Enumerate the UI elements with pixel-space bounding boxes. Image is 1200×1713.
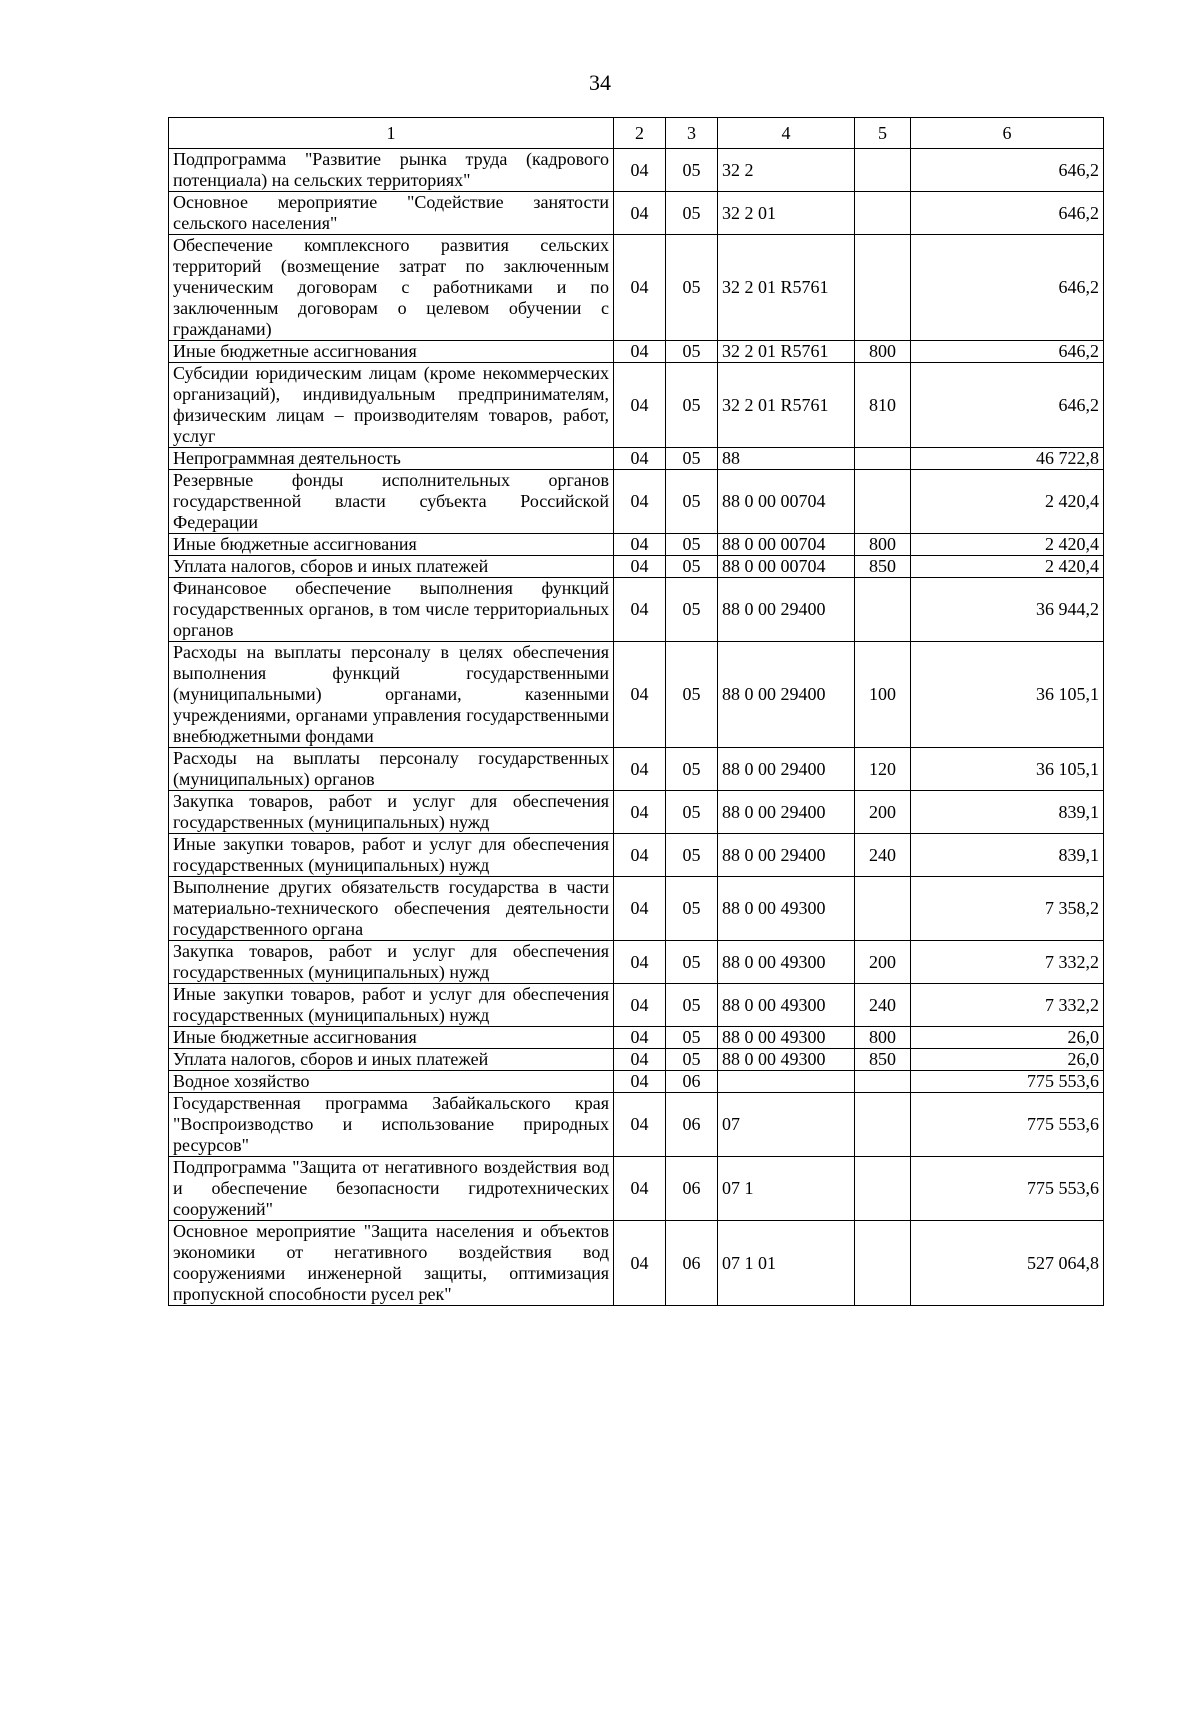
row-subsection-code: 05: [666, 470, 718, 534]
row-section-code: 04: [614, 1221, 666, 1306]
table-row: [169, 192, 1104, 235]
row-description: Иные закупки товаров, работ и услуг для обеспечения государственных (муниципальных) нужд: [169, 984, 614, 1027]
table-row: [169, 834, 1104, 877]
row-target-article: 88 0 00 29400: [718, 834, 855, 877]
table-row: [169, 748, 1104, 791]
row-section-code: 04: [614, 834, 666, 877]
row-expense-type: [855, 1221, 911, 1306]
row-target-article: 88 0 00 29400: [718, 748, 855, 791]
row-section-code: 04: [614, 642, 666, 748]
row-amount: 7 332,2: [911, 984, 1104, 1027]
table-header-row: [169, 118, 1104, 149]
header-col-1: 1: [169, 118, 614, 149]
row-section-code: 04: [614, 1071, 666, 1093]
row-expense-type: 850: [855, 556, 911, 578]
row-target-article: 07: [718, 1093, 855, 1157]
row-amount: 527 064,8: [911, 1221, 1104, 1306]
header-col-3: 3: [666, 118, 718, 149]
row-target-article: 32 2 01 R5761: [718, 235, 855, 341]
row-description: Резервные фонды исполнительных органов государственной власти субъекта Российской Федерации: [169, 470, 614, 534]
page-number: 34: [589, 70, 611, 95]
row-expense-type: 800: [855, 341, 911, 363]
header-col-4: 4: [718, 118, 855, 149]
row-section-code: 04: [614, 748, 666, 791]
row-subsection-code: 05: [666, 642, 718, 748]
row-subsection-code: 06: [666, 1221, 718, 1306]
row-expense-type: 800: [855, 1027, 911, 1049]
row-description: Уплата налогов, сборов и иных платежей: [169, 1049, 614, 1071]
row-section-code: 04: [614, 534, 666, 556]
row-subsection-code: 05: [666, 877, 718, 941]
table-row: [169, 1027, 1104, 1049]
table-row: [169, 470, 1104, 534]
row-section-code: 04: [614, 1027, 666, 1049]
table-row: [169, 235, 1104, 341]
row-amount: 775 553,6: [911, 1093, 1104, 1157]
row-description: Финансовое обеспечение выполнения функций государственных органов, в том числе территориальных органов: [169, 578, 614, 642]
table-row: [169, 984, 1104, 1027]
row-amount: 646,2: [911, 192, 1104, 235]
row-amount: 646,2: [911, 363, 1104, 448]
row-subsection-code: 05: [666, 834, 718, 877]
row-target-article: 88 0 00 49300: [718, 877, 855, 941]
row-expense-type: 200: [855, 791, 911, 834]
row-amount: 839,1: [911, 791, 1104, 834]
row-expense-type: [855, 448, 911, 470]
row-amount: 775 553,6: [911, 1157, 1104, 1221]
table-row: [169, 791, 1104, 834]
row-description: Расходы на выплаты персоналу государственных (муниципальных) органов: [169, 748, 614, 791]
row-target-article: 88 0 00 00704: [718, 470, 855, 534]
row-expense-type: [855, 192, 911, 235]
row-description: Подпрограмма "Развитие рынка труда (кадрового потенциала) на сельских территориях": [169, 149, 614, 192]
row-amount: 36 105,1: [911, 642, 1104, 748]
row-target-article: 88 0 00 29400: [718, 791, 855, 834]
row-section-code: 04: [614, 877, 666, 941]
row-description: Основное мероприятие "Содействие занятости сельского населения": [169, 192, 614, 235]
row-expense-type: 240: [855, 984, 911, 1027]
table-row: [169, 448, 1104, 470]
row-amount: 2 420,4: [911, 556, 1104, 578]
row-expense-type: 810: [855, 363, 911, 448]
row-subsection-code: 05: [666, 578, 718, 642]
row-target-article: 88 0 00 49300: [718, 1049, 855, 1071]
table-body: [169, 149, 1104, 1306]
row-amount: 839,1: [911, 834, 1104, 877]
row-target-article: 88 0 00 00704: [718, 556, 855, 578]
row-amount: 26,0: [911, 1027, 1104, 1049]
table-row: [169, 363, 1104, 448]
row-expense-type: 850: [855, 1049, 911, 1071]
row-amount: 2 420,4: [911, 534, 1104, 556]
row-subsection-code: 05: [666, 791, 718, 834]
row-description: Выполнение других обязательств государства в части материально-технического обеспечения деятельности государственного органа: [169, 877, 614, 941]
row-target-article: 07 1 01: [718, 1221, 855, 1306]
row-section-code: 04: [614, 984, 666, 1027]
row-description: Иные закупки товаров, работ и услуг для обеспечения государственных (муниципальных) нужд: [169, 834, 614, 877]
row-section-code: 04: [614, 556, 666, 578]
row-amount: 26,0: [911, 1049, 1104, 1071]
row-amount: 36 944,2: [911, 578, 1104, 642]
row-target-article: 88: [718, 448, 855, 470]
row-expense-type: [855, 1157, 911, 1221]
row-description: Государственная программа Забайкальского края "Воспроизводство и использование природных ресурсов": [169, 1093, 614, 1157]
row-target-article: 88 0 00 29400: [718, 578, 855, 642]
row-target-article: 88 0 00 29400: [718, 642, 855, 748]
header-col-5: 5: [855, 118, 911, 149]
row-target-article: [718, 1071, 855, 1093]
row-subsection-code: 05: [666, 534, 718, 556]
row-section-code: 04: [614, 192, 666, 235]
row-description: Подпрограмма "Защита от негативного воздействия вод и обеспечение безопасности гидротехнических сооружений": [169, 1157, 614, 1221]
row-description: Основное мероприятие "Защита населения и объектов экономики от негативного воздействия вод сооружениями инженерной защиты, оптимизация пропускной способности русел рек": [169, 1221, 614, 1306]
table-row: [169, 877, 1104, 941]
row-section-code: 04: [614, 448, 666, 470]
row-expense-type: 200: [855, 941, 911, 984]
row-subsection-code: 05: [666, 941, 718, 984]
header-col-6: 6: [911, 118, 1104, 149]
row-description: Обеспечение комплексного развития сельских территорий (возмещение затрат по заключенным ученическим договорам с работниками и по заключенным договорам о целевом обучении с гражданами): [169, 235, 614, 341]
header-col-2: 2: [614, 118, 666, 149]
row-subsection-code: 05: [666, 341, 718, 363]
row-section-code: 04: [614, 341, 666, 363]
budget-table: [168, 117, 1104, 1306]
table-row: [169, 149, 1104, 192]
row-description: Иные бюджетные ассигнования: [169, 534, 614, 556]
row-amount: 7 332,2: [911, 941, 1104, 984]
row-amount: 46 722,8: [911, 448, 1104, 470]
row-expense-type: 240: [855, 834, 911, 877]
row-subsection-code: 05: [666, 192, 718, 235]
row-section-code: 04: [614, 363, 666, 448]
row-subsection-code: 06: [666, 1093, 718, 1157]
row-subsection-code: 05: [666, 556, 718, 578]
row-section-code: 04: [614, 1049, 666, 1071]
row-target-article: 32 2 01 R5761: [718, 341, 855, 363]
row-description: Закупка товаров, работ и услуг для обеспечения государственных (муниципальных) нужд: [169, 791, 614, 834]
row-target-article: 88 0 00 49300: [718, 941, 855, 984]
table-row: [169, 534, 1104, 556]
row-expense-type: 100: [855, 642, 911, 748]
row-description: Иные бюджетные ассигнования: [169, 1027, 614, 1049]
row-subsection-code: 05: [666, 1027, 718, 1049]
row-expense-type: 120: [855, 748, 911, 791]
table-row: [169, 1221, 1104, 1306]
row-amount: 646,2: [911, 341, 1104, 363]
row-expense-type: [855, 470, 911, 534]
table-row: [169, 1093, 1104, 1157]
row-section-code: 04: [614, 1093, 666, 1157]
row-subsection-code: 06: [666, 1157, 718, 1221]
row-subsection-code: 05: [666, 1049, 718, 1071]
row-subsection-code: 05: [666, 448, 718, 470]
table-row: [169, 578, 1104, 642]
row-amount: 36 105,1: [911, 748, 1104, 791]
row-target-article: 32 2 01: [718, 192, 855, 235]
row-amount: 7 358,2: [911, 877, 1104, 941]
row-target-article: 88 0 00 49300: [718, 1027, 855, 1049]
row-description: Водное хозяйство: [169, 1071, 614, 1093]
row-section-code: 04: [614, 941, 666, 984]
row-amount: 646,2: [911, 149, 1104, 192]
row-expense-type: [855, 235, 911, 341]
row-target-article: 07 1: [718, 1157, 855, 1221]
row-amount: 2 420,4: [911, 470, 1104, 534]
row-amount: 775 553,6: [911, 1071, 1104, 1093]
row-section-code: 04: [614, 235, 666, 341]
row-target-article: 32 2: [718, 149, 855, 192]
row-subsection-code: 05: [666, 149, 718, 192]
row-section-code: 04: [614, 1157, 666, 1221]
row-section-code: 04: [614, 578, 666, 642]
row-target-article: 88 0 00 49300: [718, 984, 855, 1027]
row-section-code: 04: [614, 791, 666, 834]
row-expense-type: [855, 1071, 911, 1093]
row-subsection-code: 06: [666, 1071, 718, 1093]
table-row: [169, 642, 1104, 748]
row-subsection-code: 05: [666, 984, 718, 1027]
row-description: Уплата налогов, сборов и иных платежей: [169, 556, 614, 578]
table-row: [169, 341, 1104, 363]
row-expense-type: [855, 149, 911, 192]
row-expense-type: [855, 877, 911, 941]
table-row: [169, 556, 1104, 578]
row-expense-type: 800: [855, 534, 911, 556]
row-target-article: 32 2 01 R5761: [718, 363, 855, 448]
row-description: Закупка товаров, работ и услуг для обеспечения государственных (муниципальных) нужд: [169, 941, 614, 984]
row-section-code: 04: [614, 470, 666, 534]
row-subsection-code: 05: [666, 363, 718, 448]
row-amount: 646,2: [911, 235, 1104, 341]
row-description: Непрограммная деятельность: [169, 448, 614, 470]
row-description: Иные бюджетные ассигнования: [169, 341, 614, 363]
row-subsection-code: 05: [666, 235, 718, 341]
row-expense-type: [855, 1093, 911, 1157]
table-row: [169, 1071, 1104, 1093]
table-row: [169, 1049, 1104, 1071]
table-row: [169, 1157, 1104, 1221]
row-expense-type: [855, 578, 911, 642]
row-description: Расходы на выплаты персоналу в целях обеспечения выполнения функций государственными (муниципальными) органами, казенными учреждениями, органами управления государственными внебюджетными фондами: [169, 642, 614, 748]
table-row: [169, 941, 1104, 984]
row-description: Субсидии юридическим лицам (кроме некоммерческих организаций), индивидуальным предпринимателям, физическим лицам – производителям товаров, работ, услуг: [169, 363, 614, 448]
row-target-article: 88 0 00 00704: [718, 534, 855, 556]
row-subsection-code: 05: [666, 748, 718, 791]
row-section-code: 04: [614, 149, 666, 192]
